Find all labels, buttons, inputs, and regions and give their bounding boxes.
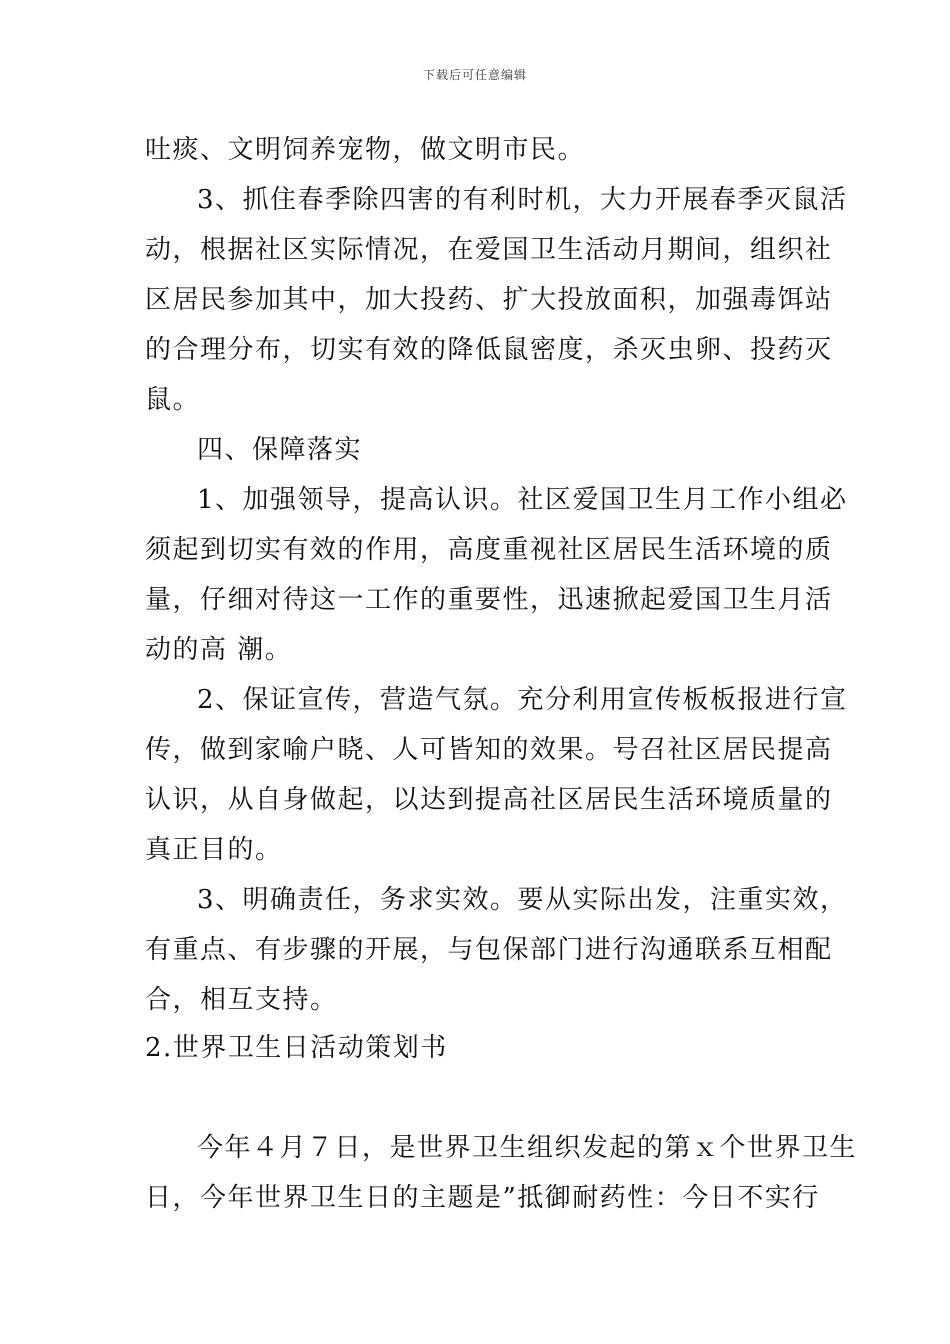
text-line: 2、保证宣传，营造气氛。充分利用宣传板板报进行宣 xyxy=(197,685,848,715)
text-line: 有重点、有步骤的开展，与包保部门进行沟通联系互相配 xyxy=(145,935,833,965)
text-line: 动，根据社区实际情况，在爱国卫生活动月期间，组织社 xyxy=(145,235,833,265)
text-line: 传，做到家喻户晓、人可皆知的效果。号召社区居民提高 xyxy=(145,735,833,765)
section-heading: 四、保障落实 xyxy=(197,435,363,465)
text-line: 日，今年世界卫生日的主题是”抵御耐药性：今日不实行 xyxy=(145,1183,820,1213)
text-line: 量，仔细对待这一工作的重要性，迅速掀起爱国卫生月活 xyxy=(145,585,833,615)
text-line: 须起到切实有效的作用，高度重视社区居民生活环境的质 xyxy=(145,535,833,565)
text-line: 区居民参加其中，加大投药、扩大投放面积，加强毒饵站 xyxy=(145,285,833,315)
page-header: 下载后可任意编辑 xyxy=(422,68,527,82)
text-line: 今年４月７日，是世界卫生组织发起的第ｘ个世界卫生 xyxy=(197,1133,858,1163)
text-line: 鼠。 xyxy=(145,385,201,415)
text-line: 动的高 潮。 xyxy=(145,635,293,665)
text-line: 认识，从自身做起，以达到提高社区居民生活环境质量的 xyxy=(145,785,833,815)
text-line: 的合理分布，切实有效的降低鼠密度，杀灭虫卵、投药灭 xyxy=(145,335,833,365)
text-line: 吐痰、文明饲养宠物，做文明市民。 xyxy=(145,135,586,165)
text-line: 3、抓住春季除四害的有利时机，大力开展春季灭鼠活 xyxy=(197,185,848,215)
text-line: 真正目的。 xyxy=(145,835,283,865)
document-section-title: 2.世界卫生日活动策划书 xyxy=(145,1033,448,1063)
text-line: 1、加强领导，提高认识。社区爱国卫生月工作小组必 xyxy=(197,485,848,515)
text-line: 合，相互支持。 xyxy=(145,985,338,1015)
text-line: 3、明确责任，务求实效。要从实际出发，注重实效， xyxy=(197,885,848,915)
